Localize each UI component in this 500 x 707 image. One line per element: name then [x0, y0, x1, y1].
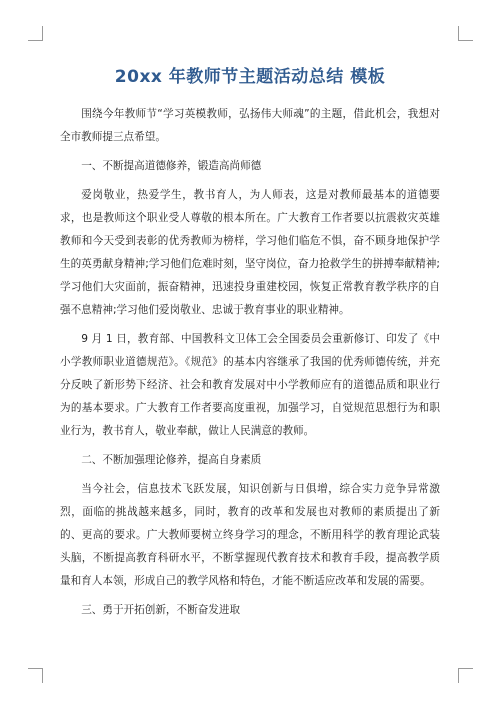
- body-paragraph-2: 9 月 1 日，教育部、中国教科文卫体工会全国委员会重新修订、印发了《中小学教师职业道德规范》。《规范》的基本内容继承了我国的优秀师德传统，并充分反映了新形势下经济、社会和教育发展对中小学教师应有的道德品质和职业行为的基本要求。广大教育工作者要高度重视，加强学习，自觉规范思想行为和职业行为，教书育人，敬业奉献，做让人民满意的教师。: [60, 333, 440, 437]
- document-title: 20xx 年教师节主题活动总结 模板: [114, 67, 386, 87]
- section-heading-1: 一、不断提高道德修养，锻造高尚师德: [81, 160, 262, 172]
- section-heading-2: 二、不断加强理论修养，提高自身素质: [81, 454, 262, 466]
- crop-mark-bottom-right: [458, 668, 473, 683]
- body-paragraph-1: 爱岗敬业，热爱学生，教书育人，为人师表，这是对教师最基本的道德要求，也是教师这个职业受人尊敬的根本所在。广大教育工作者要以抗震救灾英雄教师和今天受到表彰的优秀教师为榜样，学习他们临危不惧，奋不顾身地保护学生的英勇献身精神;学习他们危难时刻，坚守岗位，奋力抢救学生的拼搏奉献精神;学习他们大灾面前，振奋精神，迅速投身重建校园，恢复正常教育教学秩序的自强不息精神;学习他们爱岗敬业、忠诚于教育事业的职业精神。: [60, 189, 440, 316]
- crop-mark-bottom-left: [28, 668, 43, 683]
- document-body: [60, 103, 440, 628]
- crop-mark-top-right: [458, 26, 473, 41]
- body-paragraph-3: 当今社会，信息技术飞跃发展，知识创新与日俱增，综合实力竞争异常激烈，面临的挑战越来越多，同时，教育的改革和发展也对教师的素质提出了新的、更高的要求。广大教师要树立终身学习的理念，不断用科学的教育理论武装头脑，不断提高教育科研水平，不断掌握现代教育技术和教育手段，提高教学质量和育人本领，形成自己的教学风格和特色，才能不断适应改革和发展的需要。: [60, 483, 440, 587]
- section-heading-3: 三、勇于开拓创新，不断奋发进取: [81, 604, 241, 616]
- crop-mark-top-left: [28, 26, 43, 41]
- intro-paragraph: 围绕今年教师节“学习英模教师，弘扬伟大师魂”的主题，借此机会，我想对全市教师提三点希望。: [60, 108, 440, 143]
